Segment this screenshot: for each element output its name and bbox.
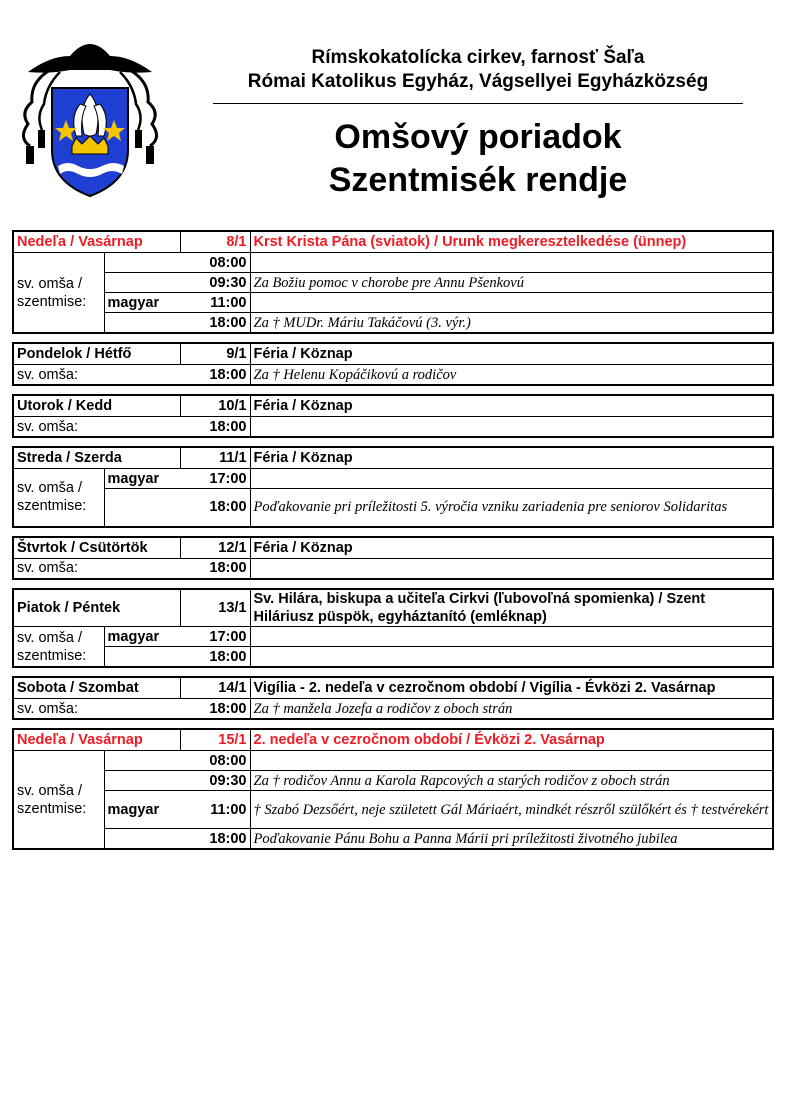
day-date: 14/1 — [180, 677, 250, 699]
mass-language — [104, 313, 180, 334]
mass-language — [104, 751, 180, 771]
mass-intention: Za † Helenu Kopáčikovú a rodičov — [250, 365, 773, 386]
mass-intention: Za † manžela Jozefa a rodičov z oboch strán — [250, 699, 773, 720]
day-name: Piatok / Péntek — [13, 589, 180, 627]
mass-label: sv. omša: — [13, 699, 104, 720]
mass-label: sv. omša / szentmise: — [13, 627, 104, 668]
title-hu: Szentmisék rendje — [328, 161, 628, 199]
mass-row — [13, 253, 773, 273]
mass-language: magyar — [104, 293, 180, 313]
day-name: Nedeľa / Vasárnap — [13, 231, 180, 253]
day-date: 12/1 — [180, 537, 250, 559]
page-header — [213, 46, 743, 94]
mass-time: 11:00 — [180, 791, 250, 829]
day-feast: Féria / Köznap — [250, 537, 773, 559]
mass-intention — [250, 647, 773, 668]
mass-time: 17:00 — [180, 469, 250, 489]
org-line-sk: Rímskokatolícka cirkev, farnosť Šaľa — [311, 47, 645, 68]
day-name: Nedeľa / Vasárnap — [13, 729, 180, 751]
day-block — [12, 588, 774, 669]
mass-row — [13, 273, 773, 293]
mass-row — [13, 647, 773, 668]
mass-intention — [250, 469, 773, 489]
mass-language: magyar — [104, 627, 180, 647]
mass-row — [13, 293, 773, 313]
mass-time: 18:00 — [180, 558, 250, 579]
mass-intention: Poďakovanie Pánu Bohu a Panna Márii pri príležitosti životného jubilea — [250, 829, 773, 850]
mass-label: sv. omša / szentmise: — [13, 253, 104, 334]
org-line-hu: Római Katolikus Egyház, Vágsellyei Egyházközség — [247, 71, 709, 92]
day-feast: Vigília - 2. nedeľa v cezročnom období / Vigília - Évközi 2. Vasárnap — [250, 677, 773, 699]
mass-intention — [250, 627, 773, 647]
mass-time: 17:00 — [180, 627, 250, 647]
mass-intention — [250, 751, 773, 771]
mass-row — [13, 313, 773, 334]
day-block — [12, 536, 774, 580]
mass-row — [13, 771, 773, 791]
day-block — [12, 728, 774, 850]
day-feast: 2. nedeľa v cezročnom období / Évközi 2. Vasárnap — [250, 729, 773, 751]
mass-time: 18:00 — [180, 365, 250, 386]
mass-intention — [250, 293, 773, 313]
mass-language — [104, 647, 180, 668]
day-name: Sobota / Szombat — [13, 677, 180, 699]
day-header — [13, 729, 773, 751]
mass-language — [104, 699, 180, 720]
mass-language: magyar — [104, 469, 180, 489]
day-name: Streda / Szerda — [13, 447, 180, 469]
mass-intention — [250, 558, 773, 579]
header-divider — [213, 103, 743, 104]
day-header — [13, 395, 773, 417]
mass-language — [104, 829, 180, 850]
mass-intention: † Szabó Dezsőért, neje született Gál Máriaért, mindkét részről szülőkért és † testvérekért — [250, 791, 773, 829]
day-block — [12, 446, 774, 528]
day-block — [12, 676, 774, 720]
day-block — [12, 394, 774, 438]
page-title — [213, 116, 743, 202]
mass-language — [104, 417, 180, 438]
mass-time: 18:00 — [180, 489, 250, 527]
day-block — [12, 230, 774, 334]
mass-row — [13, 829, 773, 850]
day-feast: Féria / Köznap — [250, 343, 773, 365]
mass-time: 08:00 — [180, 253, 250, 273]
day-date: 11/1 — [180, 447, 250, 469]
day-header — [13, 447, 773, 469]
mass-language — [104, 771, 180, 791]
mass-time: 09:30 — [180, 273, 250, 293]
mass-time: 18:00 — [180, 313, 250, 334]
day-header — [13, 677, 773, 699]
mass-time: 09:30 — [180, 771, 250, 791]
mass-label: sv. omša: — [13, 558, 104, 579]
mass-language — [104, 365, 180, 386]
mass-row — [13, 489, 773, 527]
mass-intention: Za † rodičov Annu a Karola Rapcových a starých rodičov z oboch strán — [250, 771, 773, 791]
mass-language: magyar — [104, 791, 180, 829]
mass-row — [13, 791, 773, 829]
mass-schedule — [12, 230, 774, 858]
mass-label: sv. omša: — [13, 417, 104, 438]
mass-row — [13, 558, 773, 579]
day-date: 8/1 — [180, 231, 250, 253]
mass-intention: Za † MUDr. Máriu Takáčovú (3. výr.) — [250, 313, 773, 334]
mass-time: 18:00 — [180, 829, 250, 850]
mass-language — [104, 253, 180, 273]
day-date: 10/1 — [180, 395, 250, 417]
mass-row — [13, 417, 773, 438]
mass-time: 08:00 — [180, 751, 250, 771]
mass-time: 18:00 — [180, 417, 250, 438]
mass-intention: Poďakovanie pri príležitosti 5. výročia vzniku zariadenia pre seniorov Solidaritas — [250, 489, 773, 527]
day-block — [12, 342, 774, 386]
mass-time: 18:00 — [180, 647, 250, 668]
mass-label: sv. omša / szentmise: — [13, 751, 104, 850]
mass-language — [104, 558, 180, 579]
day-date: 15/1 — [180, 729, 250, 751]
mass-language — [104, 489, 180, 527]
day-name: Pondelok / Hétfő — [13, 343, 180, 365]
day-feast: Féria / Köznap — [250, 395, 773, 417]
day-header — [13, 231, 773, 253]
day-header — [13, 589, 773, 627]
mass-row — [13, 469, 773, 489]
mass-label: sv. omša: — [13, 365, 104, 386]
mass-intention: Za Božiu pomoc v chorobe pre Annu Pšenkovú — [250, 273, 773, 293]
title-sk: Omšový poriadok — [334, 118, 622, 156]
mass-row — [13, 627, 773, 647]
mass-row — [13, 699, 773, 720]
mass-row — [13, 365, 773, 386]
mass-intention — [250, 417, 773, 438]
coat-of-arms-icon — [10, 42, 170, 200]
day-header — [13, 343, 773, 365]
day-feast: Féria / Köznap — [250, 447, 773, 469]
day-name: Štvrtok / Csütörtök — [13, 537, 180, 559]
mass-time: 11:00 — [180, 293, 250, 313]
day-feast: Sv. Hilára, biskupa a učiteľa Cirkvi (ľubovoľná spomienka) / Szent Hiláriusz püspök, egyháztanító (emléknap) — [250, 589, 773, 627]
mass-label: sv. omša / szentmise: — [13, 469, 104, 527]
mass-language — [104, 273, 180, 293]
day-date: 13/1 — [180, 589, 250, 627]
day-feast: Krst Krista Pána (sviatok) / Urunk megkeresztelkedése (ünnep) — [250, 231, 773, 253]
mass-time: 18:00 — [180, 699, 250, 720]
day-name: Utorok / Kedd — [13, 395, 180, 417]
day-date: 9/1 — [180, 343, 250, 365]
day-header — [13, 537, 773, 559]
mass-row — [13, 751, 773, 771]
mass-intention — [250, 253, 773, 273]
